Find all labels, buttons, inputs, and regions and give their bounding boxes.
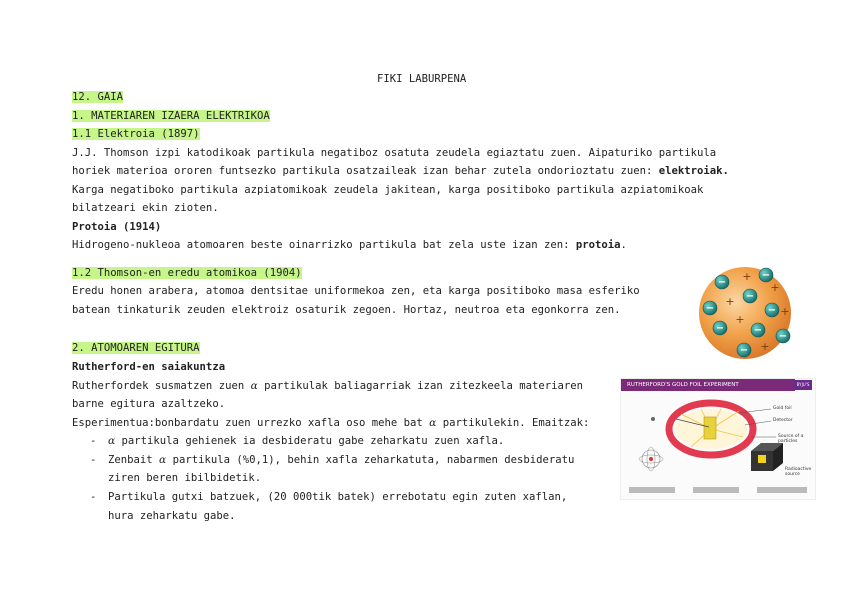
svg-text:+: + [742,270,752,283]
svg-text:+: + [725,295,735,308]
paragraph-line: batean tinkaturik zeuden elektroiz osaturik zegoen. Hortaz, neutroa eta egonkorra zen. [72,304,621,316]
paragraph-line [72,165,729,177]
bullet-text: Zenbait [108,454,160,466]
svg-text:−: − [745,291,755,302]
paragraph-text: . [620,239,627,251]
svg-text:−: − [761,270,771,281]
svg-text:+: + [735,313,745,326]
bullet-item-1 [108,435,504,447]
bullet-text: partikula (%0,1), behin xafla zeharkatuta, nabarmen desbideratu [166,454,575,466]
paragraph-text: Rutherfordek susmatzen zuen [72,380,251,392]
paragraph-text: partikulak baliagarriak izan zitezkeela materiaren [257,380,584,392]
label-radioactive-source: Radioactive source [785,467,812,477]
label-detector: Detector [773,418,793,423]
bullet-item-2 [108,454,574,466]
svg-text:+: + [770,281,780,294]
bullet-item-3-cont: hura zeharkatu gabe. [108,510,236,522]
alpha-symbol: α [250,380,258,392]
paragraph-line [72,380,583,392]
paragraph-line: barne egitura azaltzeko. [72,398,226,410]
subsection-1-1-heading: 1.1 Elektroia (1897) [72,128,200,140]
paragraph-text: horiek materioa ororen funtsezko partikula osatzaileak izan behar zutela ondorioztatu zuen: [72,165,659,177]
alpha-symbol: α [108,435,116,447]
svg-text:−: − [705,303,715,314]
svg-text:−: − [717,277,727,288]
paragraph-line [72,417,589,429]
alpha-symbol: α [429,417,437,429]
label-source: Source of α particles [778,434,804,444]
paragraph-line: Karga negatiboko partikula azpiatomikoak zeudela jakitean, karga positiboko partikula azpiatomikoak [72,184,704,196]
alpha-symbol: α [159,454,167,466]
svg-text:−: − [778,331,788,342]
svg-text:−: − [767,305,777,316]
svg-text:−: − [715,323,725,334]
paragraph-line [72,239,627,251]
rutherford-experiment-image [620,378,816,500]
bullet-dash: - [90,491,97,503]
label-gold-foil: Gold foil [773,406,792,411]
bullet-item-3: Partikula gutxi batzuek, (20 000tik batek) errebotatu egin zuten xaflan, [108,491,568,503]
section2-heading: 2. ATOMOAREN EGITURA [72,342,200,354]
bold-term-protoia: protoia [575,239,621,251]
gaia-heading: 12. GAIA [72,91,124,103]
subsection-1-2-heading: 1.2 Thomson-en eredu atomikoa (1904) [72,267,302,279]
svg-text:+: + [760,340,770,353]
protoia-heading: Protoia (1914) [72,221,162,233]
thomson-model-image [690,258,800,368]
paragraph-text: partikulekin. Emaitzak: [436,417,590,429]
svg-text:+: + [780,305,790,318]
paragraph-text: Hidrogeno-nukleoa atomoaren beste oinarrizko partikula bat zela uste izan zen: [72,239,576,251]
svg-text:−: − [739,345,749,356]
bullet-text: partikula gehienek ia desbideratu gabe zeharkatu zuen xafla. [115,435,505,447]
doc-title: FIKI LABURPENA [377,73,467,85]
rutherford-heading: Rutherford-en saiakuntza [72,361,226,373]
paragraph-text: Esperimentua:bonbardatu zuen urrezko xafla oso mehe bat [72,417,430,429]
bold-term-elektroiak: elektroiak. [658,165,729,177]
section1-heading: 1. MATERIAREN IZAERA ELEKTRIKOA [72,110,270,122]
figure-banner: RUTHERFORD'S GOLD FOIL EXPERIMENT [621,379,795,391]
bullet-item-2-cont: ziren beren ibilbidetik. [108,472,262,484]
svg-text:−: − [753,325,763,336]
brand-logo: BYJU'S [794,380,812,390]
paragraph-line: Eredu honen arabera, atomoa dentsitae uniformekoa zen, eta karga positiboko masa esferiko [72,285,640,297]
paragraph-line: J.J. Thomson izpi katodikoak partikula negatiboz osatuta zeudela egiaztatu zuen. Aipaturiko partikula [72,147,717,159]
paragraph-line: bilatzeari ekin zioten. [72,202,219,214]
bullet-dash: - [90,454,97,466]
bullet-dash: - [90,435,97,447]
